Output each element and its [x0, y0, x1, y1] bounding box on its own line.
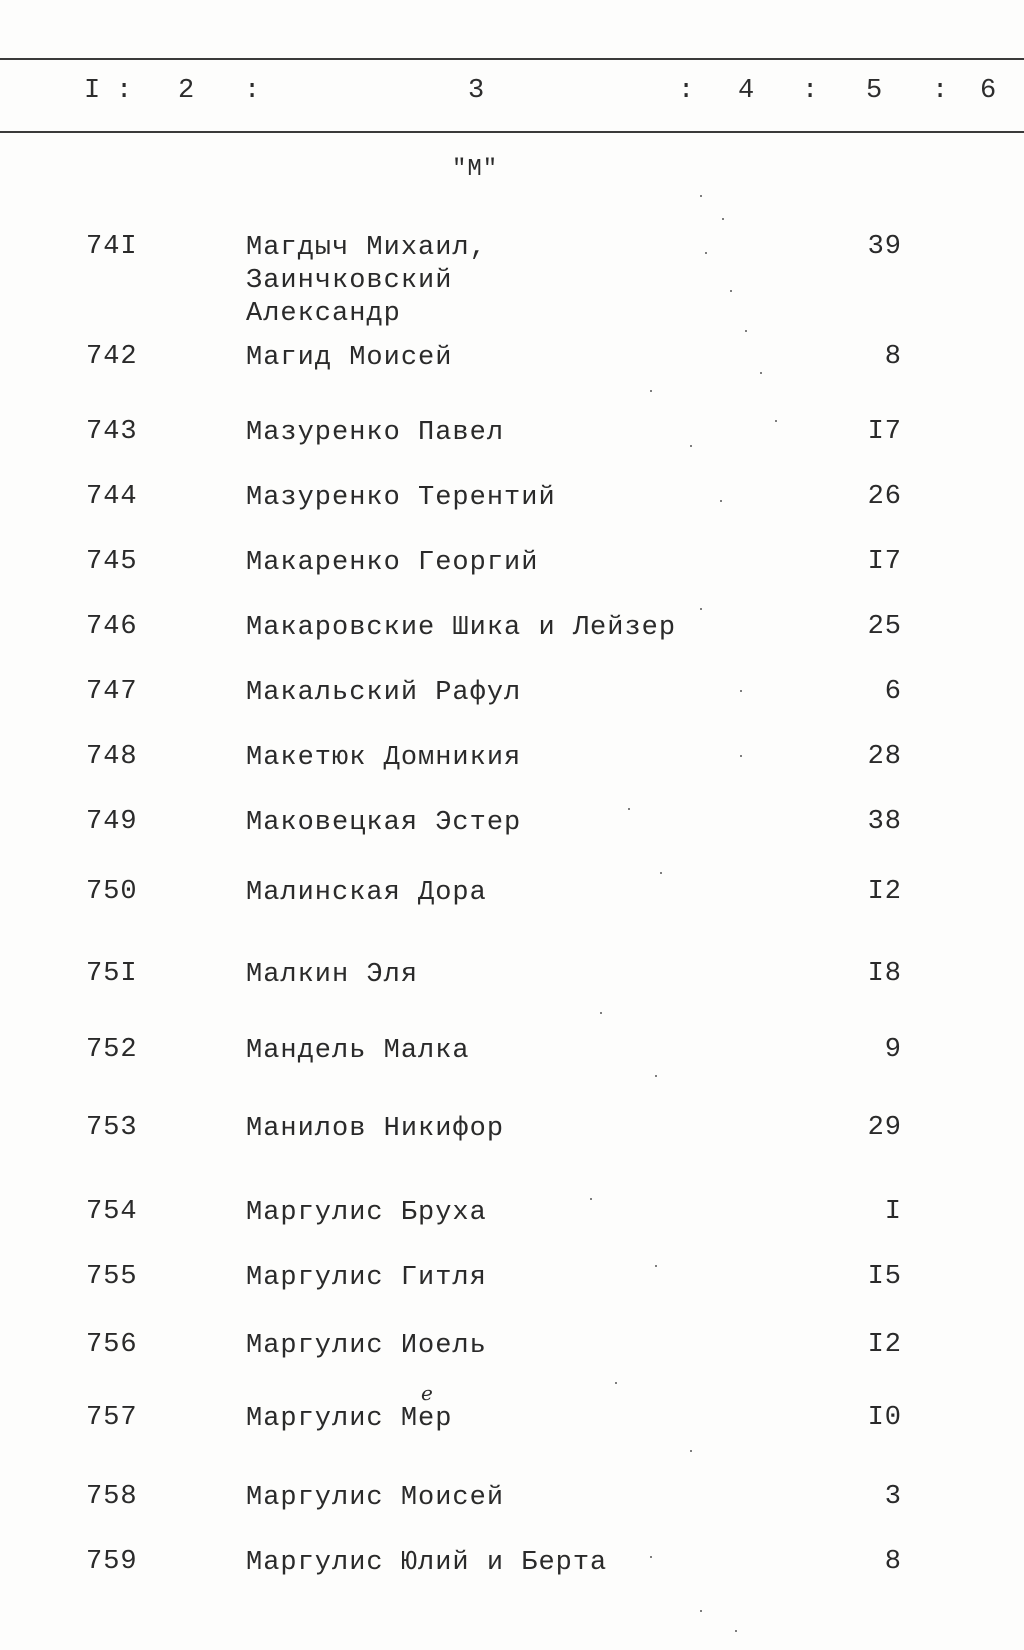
- row-page-count: I2: [867, 877, 902, 907]
- row-number: 755: [86, 1262, 138, 1292]
- column-separator: :: [932, 76, 950, 106]
- scan-speck: [700, 608, 702, 610]
- row-name: Макальский Рафул: [246, 678, 522, 708]
- row-number: 748: [86, 742, 138, 772]
- row-name: Малинская Дора: [246, 878, 487, 908]
- scan-speck: [705, 252, 707, 254]
- row-number: 746: [86, 612, 138, 642]
- row-name: Маргулис Иоель: [246, 1331, 487, 1361]
- row-page-count: I8: [867, 959, 902, 989]
- row-page-count: 39: [867, 232, 902, 262]
- row-number: 757: [86, 1403, 138, 1433]
- column-header-1: I: [84, 76, 102, 106]
- row-number: 747: [86, 677, 138, 707]
- scan-speck: [745, 330, 747, 332]
- row-page-count: I0: [867, 1403, 902, 1433]
- scan-speck: [628, 808, 630, 810]
- row-name: Мандель Малка: [246, 1036, 470, 1066]
- scan-speck: [740, 755, 742, 757]
- row-number: 745: [86, 547, 138, 577]
- scan-speck: [760, 372, 762, 374]
- scan-speck: [655, 1265, 657, 1267]
- scan-speck: [735, 1630, 737, 1632]
- row-name: Мазуренко Терентий: [246, 483, 556, 513]
- row-page-count: 8: [884, 342, 902, 372]
- scan-speck: [775, 420, 777, 422]
- row-name: Малкин Эля: [246, 960, 419, 990]
- row-name: Макаровские Шика и Лейзер: [246, 613, 677, 643]
- row-number: 744: [86, 482, 138, 512]
- row-number: 754: [86, 1197, 138, 1227]
- row-name: Макаренко Георгий: [246, 548, 539, 578]
- scan-speck: [720, 500, 722, 502]
- row-name: Маковецкая Эстер: [246, 808, 522, 838]
- row-page-count: 38: [867, 807, 902, 837]
- column-separator: :: [802, 76, 820, 106]
- scan-speck: [650, 390, 652, 392]
- row-name: Магдыч Михаил, Заинчковский Александр: [246, 233, 487, 329]
- scan-speck: [700, 1610, 702, 1612]
- row-page-count: 26: [867, 482, 902, 512]
- scan-speck: [690, 445, 692, 447]
- scan-speck: [615, 1382, 617, 1384]
- scan-speck: [660, 872, 662, 874]
- column-header-3: 3: [468, 76, 486, 106]
- header-top-rule: [0, 58, 1024, 60]
- row-name: Маргулис Моисей: [246, 1483, 505, 1513]
- row-number: 742: [86, 342, 138, 372]
- row-number: 750: [86, 877, 138, 907]
- scan-speck: [600, 1012, 602, 1014]
- row-number: 743: [86, 417, 138, 447]
- row-number: 749: [86, 807, 138, 837]
- row-name: Маргулис Гитля: [246, 1263, 487, 1293]
- row-page-count: I5: [867, 1262, 902, 1292]
- column-header-2: 2: [178, 76, 196, 106]
- header-bottom-rule: [0, 131, 1024, 133]
- row-name: Манилов Никифор: [246, 1114, 505, 1144]
- row-page-count: I: [884, 1197, 902, 1227]
- scan-speck: [590, 1198, 592, 1200]
- column-header-6: 6: [980, 76, 998, 106]
- row-name: Маргулис Юлий и Берта: [246, 1548, 608, 1578]
- row-number: 759: [86, 1547, 138, 1577]
- row-number: 752: [86, 1035, 138, 1065]
- row-number: 753: [86, 1113, 138, 1143]
- scan-speck: [722, 218, 724, 220]
- row-page-count: 3: [884, 1482, 902, 1512]
- row-page-count: 8: [884, 1547, 902, 1577]
- row-page-count: 29: [867, 1113, 902, 1143]
- row-page-count: 28: [867, 742, 902, 772]
- scan-speck: [730, 290, 732, 292]
- handwritten-correction: е: [421, 1381, 434, 1405]
- scan-speck: [740, 690, 742, 692]
- row-name: Маргулис Мер: [246, 1404, 453, 1434]
- row-number: 756: [86, 1330, 138, 1360]
- row-page-count: I7: [867, 547, 902, 577]
- row-page-count: 25: [867, 612, 902, 642]
- row-number: 74I: [86, 232, 138, 262]
- scan-speck: [650, 1556, 652, 1558]
- section-letter-heading: "М": [452, 156, 499, 183]
- scan-speck: [690, 1450, 692, 1452]
- column-header-4: 4: [738, 76, 756, 106]
- column-separator: :: [678, 76, 696, 106]
- row-page-count: 6: [884, 677, 902, 707]
- row-name: Маргулис Бруха: [246, 1198, 487, 1228]
- scan-speck: [655, 1075, 657, 1077]
- row-name: Мазуренко Павел: [246, 418, 505, 448]
- row-number: 75I: [86, 959, 138, 989]
- column-header-5: 5: [866, 76, 884, 106]
- column-separator: :: [244, 76, 262, 106]
- row-page-count: I7: [867, 417, 902, 447]
- row-name: Макетюк Домникия: [246, 743, 522, 773]
- row-page-count: 9: [884, 1035, 902, 1065]
- row-number: 758: [86, 1482, 138, 1512]
- scan-speck: [700, 195, 702, 197]
- column-separator: :: [116, 76, 134, 106]
- row-name: Магид Моисей: [246, 343, 453, 373]
- row-page-count: I2: [867, 1330, 902, 1360]
